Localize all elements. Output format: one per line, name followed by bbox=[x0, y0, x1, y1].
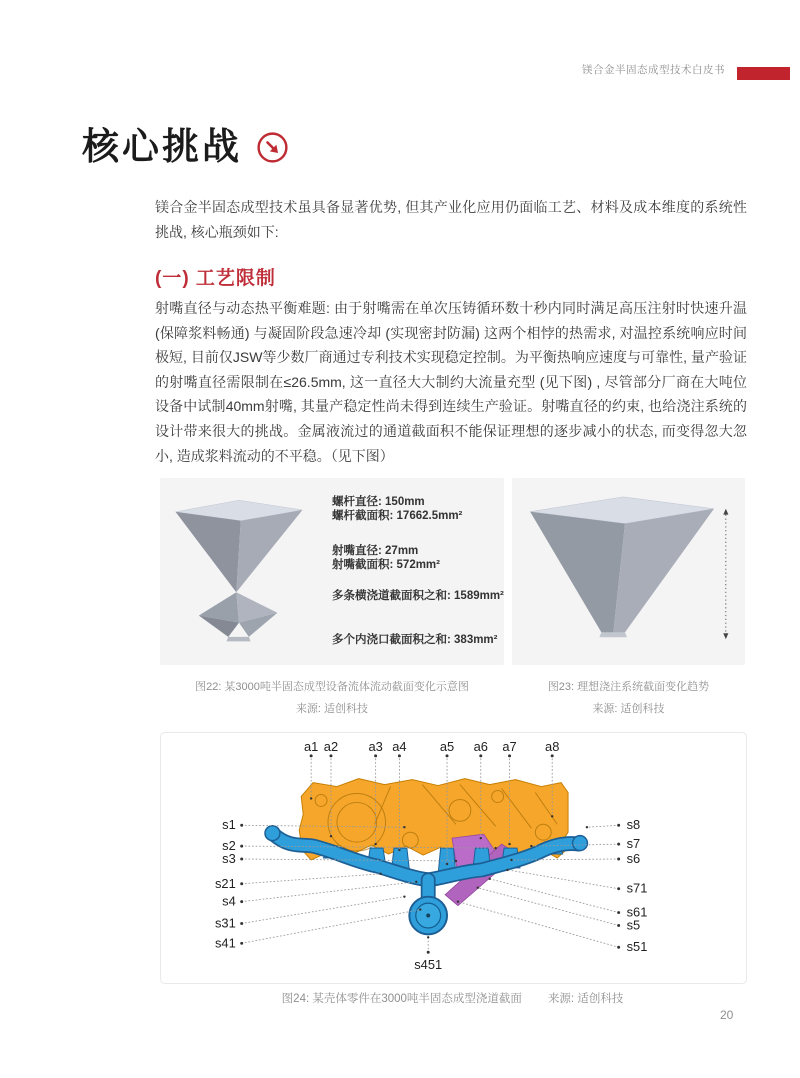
fig22-label-screw-diameter: 螺杆直径: 150mm bbox=[332, 496, 425, 508]
flow-cross-section-shape bbox=[172, 486, 306, 652]
fig22-label-nozzle-area: 射嘴截面积: 572mm² bbox=[332, 559, 440, 571]
fig24-labels bbox=[215, 739, 647, 972]
biscuit-sprue bbox=[409, 897, 447, 935]
label-s1: s1 bbox=[222, 817, 236, 833]
figure22-box bbox=[160, 478, 504, 665]
header-doc-title: 镁合金半固态成型技术白皮书 bbox=[582, 64, 725, 76]
fig22-label-gate-area: 多个内浇口截面积之和: 383mm² bbox=[332, 634, 498, 646]
label-s451: s451 bbox=[414, 957, 443, 973]
label-s8: s8 bbox=[626, 817, 641, 833]
label-s3: s3 bbox=[222, 850, 236, 866]
ideal-funnel-shape bbox=[522, 488, 735, 654]
arrow-down-right-circle-icon bbox=[256, 131, 289, 164]
label-s5: s5 bbox=[626, 917, 641, 933]
page-title: 核心挑战 bbox=[82, 126, 242, 167]
fig22-label-runner-area: 多条横浇道截面积之和: 1589mm² bbox=[332, 590, 504, 602]
label-a7: a7 bbox=[502, 738, 517, 754]
figure22-caption-text: 图22: 某3000吨半固态成型设备流体流动截面变化示意图 bbox=[195, 681, 469, 693]
label-s21: s21 bbox=[214, 875, 236, 891]
fig22-label-nozzle-diameter: 射嘴直径: 27mm bbox=[332, 545, 419, 557]
figure23-caption-text: 图23: 理想浇注系统截面变化趋势 bbox=[547, 681, 710, 693]
figure24-caption bbox=[160, 990, 745, 1006]
runner-section-diagram bbox=[161, 733, 744, 981]
label-s41: s41 bbox=[214, 935, 236, 951]
label-s51: s51 bbox=[626, 939, 648, 955]
fig22-label-screw-area: 螺杆截面积: 17662.5mm² bbox=[332, 510, 463, 522]
figure24-caption-text: 图24: 某壳体零件在3000吨半固态成型浇道截面 bbox=[281, 993, 522, 1005]
figure24-source-text: 来源: 适创科技 bbox=[547, 993, 624, 1005]
section-heading: (一) 工艺限制 bbox=[155, 268, 276, 289]
label-s6: s6 bbox=[626, 850, 641, 866]
page-title-row bbox=[82, 128, 289, 165]
label-s61: s61 bbox=[626, 904, 648, 920]
label-a8: a8 bbox=[545, 738, 560, 754]
figure24-box bbox=[160, 732, 747, 984]
header-red-bar bbox=[737, 67, 790, 80]
label-a1: a1 bbox=[303, 738, 319, 754]
label-a4: a4 bbox=[392, 738, 407, 754]
label-a5: a5 bbox=[439, 738, 455, 754]
intro-paragraph: 镁合金半固态成型技术虽具备显著优势, 但其产业化应用仍面临工艺、材料及成本维度的系统性挑战, 核心瓶颈如下: bbox=[155, 199, 747, 240]
figure23-source-text: 来源: 适创科技 bbox=[592, 703, 665, 715]
figure23-caption bbox=[512, 676, 745, 720]
label-s71: s71 bbox=[626, 880, 648, 896]
section-body: 射嘴直径与动态热平衡难题: 由于射嘴需在单次压铸循环数十秒内同时满足高压注射时快速升温 (保障浆料畅通) 与凝固阶段急速冷却 (实现密封防漏) 这两个相悖的热需求, 对温控系统响应时间极短, 目前仅JSW等少数厂商通过专利技术实现稳定控制。为平衡热响应速度与可靠性, 量产验证的射嘴直径需限制在≤26.5mm, 这一直径大大制约大流量充型 (见下图) , 尽管部分厂商在大吨位设备中试制40mm射嘴, 其量产稳定性尚未得到连续生产验证。射嘴直径的约束, 也给浇注系统的设计带来很大的挑战。金属液流过的通道截面积不能保证理想的逐步减小的状态, 而变得忽大忽小, 造成浆料流动的不平稳。（见下图） bbox=[155, 300, 747, 464]
page-number: 20 bbox=[720, 1008, 734, 1022]
label-a6: a6 bbox=[473, 738, 488, 754]
label-s7: s7 bbox=[626, 836, 641, 852]
figure22-source-text: 来源: 适创科技 bbox=[295, 703, 369, 715]
label-s4: s4 bbox=[222, 893, 236, 909]
label-a2: a2 bbox=[323, 738, 339, 754]
label-a3: a3 bbox=[368, 738, 383, 754]
figure22-caption bbox=[160, 676, 504, 720]
figure23-box bbox=[512, 478, 745, 665]
label-s31: s31 bbox=[214, 915, 236, 931]
measure-dashed-line bbox=[723, 509, 728, 639]
label-s2: s2 bbox=[222, 838, 236, 854]
